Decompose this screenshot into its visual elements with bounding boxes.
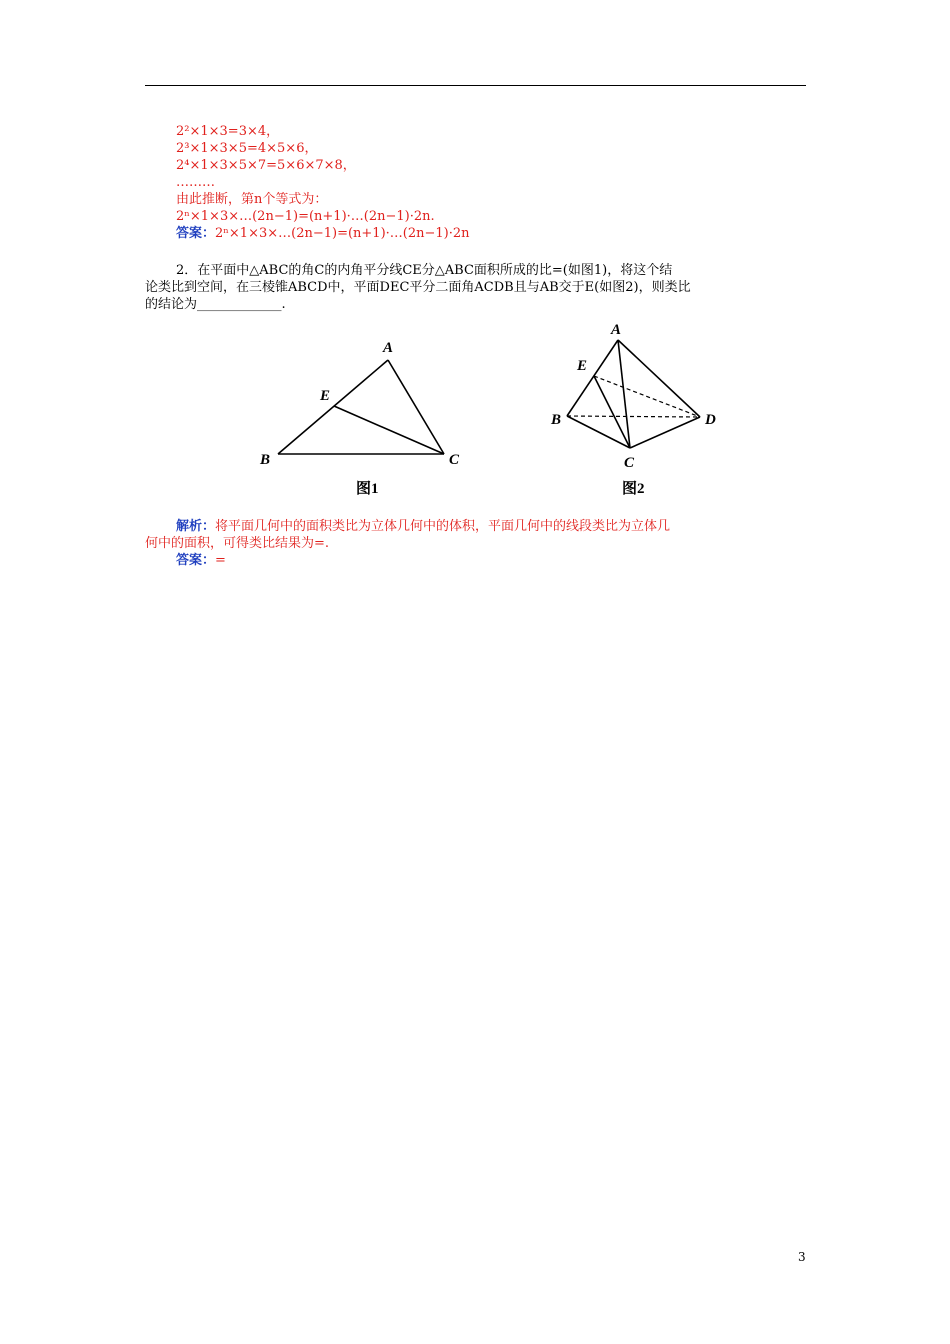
edge-ab: [278, 360, 388, 454]
solution-line-3: 2⁴×1×3×5×7=5×6×7×8，: [176, 158, 356, 173]
answer-1-text: 2ⁿ×1×3×…(2n−1)=(n+1)·…(2n−1)·2n: [215, 226, 470, 241]
label-e: E: [320, 388, 331, 404]
solution-line-4: ………: [176, 175, 215, 190]
label-a: A: [611, 322, 622, 338]
figure-1-caption: 图1: [356, 481, 379, 497]
analysis-line-1: [145, 518, 670, 535]
edge-cd: [630, 417, 700, 448]
edge-bc: [567, 416, 630, 448]
page-number: 3: [798, 1250, 806, 1264]
edge-ac: [618, 340, 630, 448]
solution-line-1: 2²×1×3=3×4，: [176, 124, 280, 139]
hidden-edge-bd: [567, 416, 700, 417]
answer-1: [176, 226, 470, 242]
answer-2: [145, 552, 226, 569]
problem-2-line-3: 的结论为_____________.: [145, 297, 286, 312]
edge-ad: [618, 340, 700, 417]
analysis-label: 解析：: [176, 519, 216, 534]
header-rule: [145, 85, 806, 86]
analysis-text-1: 将平面几何中的面积类比为立体几何中的体积，平面几何中的线段类比为立体几: [215, 519, 671, 534]
label-a: A: [383, 340, 394, 356]
figure-2: [545, 318, 735, 505]
answer-1-label: 答案：: [176, 226, 216, 241]
problem-2-line-2: 论类比到空间，在三棱锥ABCD中，平面DEC平分二面角ACDB且与AB交于E(如图2)，则类比: [145, 280, 691, 295]
label-c: C: [624, 455, 635, 471]
label-b: B: [551, 412, 562, 428]
label-e: E: [577, 358, 588, 374]
solution-line-6: 2ⁿ×1×3×…(2n−1)=(n+1)·…(2n−1)·2n.: [176, 209, 435, 224]
figure-1: [250, 330, 480, 505]
label-d: D: [705, 412, 716, 428]
hidden-edge-ed: [594, 376, 700, 417]
solution-line-5: 由此推断，第n个等式为：: [176, 192, 328, 207]
edge-ab: [567, 340, 618, 416]
edge-ec: [594, 376, 630, 448]
label-c: C: [449, 452, 460, 468]
analysis-line-2: 何中的面积，可得类比结果为=.: [145, 536, 330, 551]
label-b: B: [260, 452, 271, 468]
edge-ac: [388, 360, 444, 454]
answer-2-label: 答案：: [176, 553, 216, 568]
answer-2-text: =: [215, 553, 226, 568]
problem-2-line-1: 2．在平面中△ABC的角C的内角平分线CE分△ABC面积所成的比=(如图1)，将这个结: [176, 263, 673, 278]
bisector-ce: [334, 406, 444, 454]
figure-2-caption: 图2: [622, 481, 645, 497]
solution-line-2: 2³×1×3×5=4×5×6，: [176, 141, 318, 156]
